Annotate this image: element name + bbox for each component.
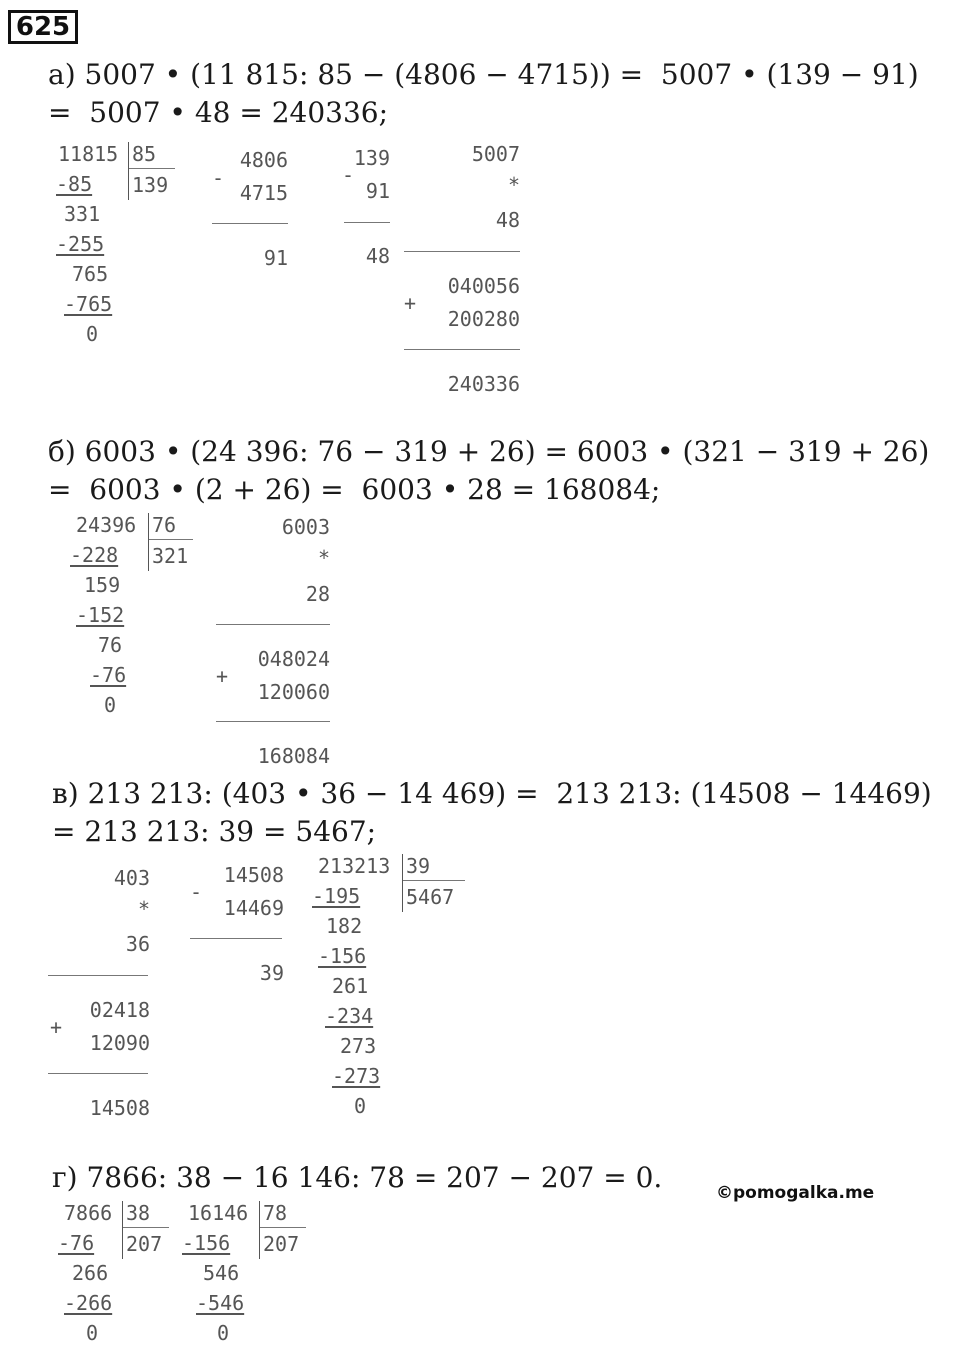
g-div2-step: -546 — [196, 1291, 245, 1315]
b-mul-line1 — [216, 624, 330, 625]
g-div1-line — [123, 1227, 169, 1228]
v-div-quotient: 5467 — [406, 885, 455, 909]
b-mul-partial2: 120060 — [257, 680, 330, 704]
b-mul-plus: + — [216, 664, 229, 688]
a-div-step: -85 — [56, 172, 93, 196]
a-mul-plus: + — [404, 291, 417, 315]
v-sub-result: 39 — [259, 961, 284, 985]
a-div-step: 0 — [86, 322, 99, 346]
a-div-dividend: 11815 — [58, 142, 119, 166]
b-mul-result: 168084 — [257, 744, 330, 768]
b-div-step: 76 — [98, 633, 123, 657]
v-mul-result: 14508 — [89, 1096, 150, 1120]
g-div2-divisor: 78 — [263, 1201, 288, 1225]
equation-b-line2: = 6003 • (2 + 26) = 6003 • 28 = 168084; — [48, 473, 661, 506]
equation-g-line1: г) 7866: 38 − 16 146: 78 = 207 − 207 = 0. — [52, 1161, 663, 1194]
equation-a-line1: а) 5007 • (11 815: 85 − (4806 − 4715)) = 5007 • (139 − 91) — [48, 58, 919, 91]
v-sub-line — [190, 938, 282, 939]
g-div1-divisor: 38 — [126, 1201, 151, 1225]
a-mul-partial1: 040056 — [447, 274, 520, 298]
a-div-line — [129, 168, 175, 169]
b-div-step: 0 — [104, 693, 117, 717]
g-div2-quotient: 207 — [263, 1232, 300, 1256]
v-div-line — [403, 880, 465, 881]
v-sub-minus: - — [190, 880, 203, 904]
b-mul-sign: * — [317, 546, 330, 570]
a-sub2-bottom: 91 — [365, 179, 390, 203]
v-div-step: 182 — [326, 914, 363, 938]
a-sub2-top: 139 — [353, 146, 390, 170]
a-sub1-line — [212, 223, 288, 224]
g-div2-dividend: 16146 — [188, 1201, 249, 1225]
a-mul-line2 — [404, 349, 520, 350]
v-div-step: 261 — [332, 974, 369, 998]
a-sub2-minus: - — [342, 163, 355, 187]
b-div-divisor: 76 — [152, 513, 177, 537]
b-div-step: 159 — [84, 573, 121, 597]
a-sub1-bottom: 4715 — [239, 181, 288, 205]
g-div2-step: 0 — [217, 1321, 230, 1345]
equation-v-line1: в) 213 213: (403 • 36 − 14 469) = 213 213: (14508 − 14469) — [52, 777, 932, 810]
equation-v-line2: = 213 213: 39 = 5467; — [52, 815, 377, 848]
a-div-divisor: 85 — [132, 142, 157, 166]
v-div-bar — [402, 854, 403, 912]
b-mul-line2 — [216, 721, 330, 722]
a-div-step: 765 — [72, 262, 109, 286]
b-div-step: -152 — [76, 603, 125, 627]
v-div-step: -195 — [312, 884, 361, 908]
a-sub1-result: 91 — [263, 246, 288, 270]
a-div-quotient: 139 — [132, 173, 169, 197]
g-div2-line — [260, 1227, 306, 1228]
v-div-step: -234 — [325, 1004, 374, 1028]
a-div-step: -255 — [56, 232, 105, 256]
v-mul-partial2: 12090 — [89, 1031, 150, 1055]
v-mul-line2 — [48, 1073, 148, 1074]
g-div1-dividend: 7866 — [64, 1201, 113, 1225]
a-mul-sign: * — [507, 173, 520, 197]
b-mul-bottom: 28 — [305, 582, 330, 606]
v-mul-line1 — [48, 975, 148, 976]
a-mul-top: 5007 — [471, 142, 520, 166]
v-sub-top: 14508 — [223, 863, 284, 887]
a-mul-partial2: 200280 — [447, 307, 520, 331]
v-mul-partial1: 02418 — [89, 998, 150, 1022]
g-div2-bar — [259, 1201, 260, 1259]
a-sub1-top: 4806 — [239, 148, 288, 172]
v-div-step: -273 — [332, 1064, 381, 1088]
a-mul-result: 240336 — [447, 372, 520, 396]
g-div2-step: 546 — [203, 1261, 240, 1285]
g-div1-step: 0 — [86, 1321, 99, 1345]
v-div-dividend: 213213 — [318, 854, 391, 878]
v-mul-bottom: 36 — [125, 932, 150, 956]
a-div-step: -765 — [64, 292, 113, 316]
v-mul-plus: + — [50, 1015, 63, 1039]
b-div-line — [149, 539, 193, 540]
v-div-divisor: 39 — [406, 854, 431, 878]
b-div-quotient: 321 — [152, 544, 189, 568]
b-mul-partial1: 048024 — [257, 647, 330, 671]
g-div1-step: -76 — [58, 1231, 95, 1255]
v-mul-sign: * — [137, 897, 150, 921]
v-sub-bottom: 14469 — [223, 896, 284, 920]
v-div-step: 273 — [340, 1034, 377, 1058]
g-div1-quotient: 207 — [126, 1232, 163, 1256]
g-div1-step: -266 — [64, 1291, 113, 1315]
b-div-bar — [148, 513, 149, 571]
g-div1-step: 266 — [72, 1261, 109, 1285]
a-sub2-result: 48 — [365, 244, 390, 268]
a-div-bar — [128, 142, 129, 200]
equation-b-line1: б) 6003 • (24 396: 76 − 319 + 26) = 6003 • (321 − 319 + 26) — [48, 435, 930, 468]
v-div-step: 0 — [354, 1094, 367, 1118]
v-div-step: -156 — [318, 944, 367, 968]
a-sub2-line — [344, 222, 390, 223]
b-div-dividend: 24396 — [76, 513, 137, 537]
a-mul-bottom: 48 — [495, 208, 520, 232]
a-div-step: 331 — [64, 202, 101, 226]
equation-a-line2: = 5007 • 48 = 240336; — [48, 96, 389, 129]
copyright-text: ©pomogalka.me — [716, 1183, 875, 1203]
b-div-step: -228 — [70, 543, 119, 567]
v-mul-top: 403 — [113, 866, 150, 890]
b-div-step: -76 — [90, 663, 127, 687]
g-div2-step: -156 — [182, 1231, 231, 1255]
a-mul-line1 — [404, 251, 520, 252]
task-number: 625 — [8, 10, 78, 44]
b-mul-top: 6003 — [281, 515, 330, 539]
a-sub1-minus: - — [212, 166, 225, 190]
g-div1-bar — [122, 1201, 123, 1259]
